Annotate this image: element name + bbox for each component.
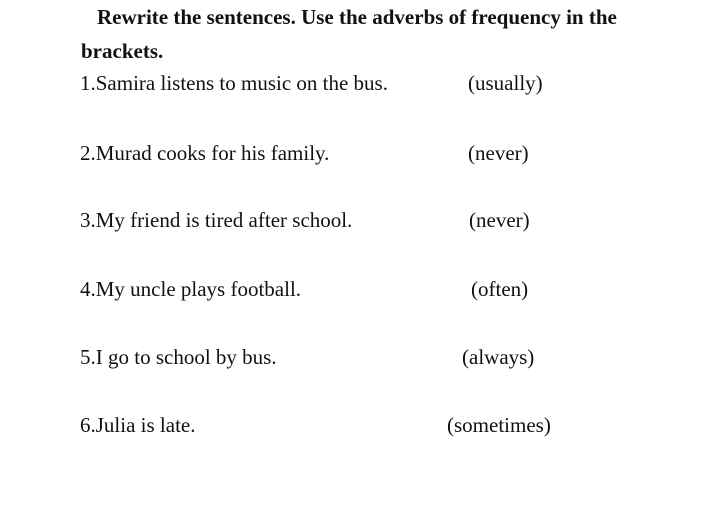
sentence-4: 4.My uncle plays football.	[80, 277, 302, 301]
adverb-4: (often)	[471, 277, 529, 301]
adverb-3: (never)	[469, 208, 530, 232]
adverb-2: (never)	[468, 141, 529, 165]
adverb-6: (sometimes)	[447, 413, 551, 437]
sentence-5: 5.I go to school by bus.	[80, 345, 277, 369]
adverb-1: (usually)	[468, 71, 543, 95]
exercise-instruction: Rewrite the sentences. Use the adverbs of frequency in the brackets.	[81, 5, 617, 63]
sentence-2: 2.Murad cooks for his family.	[80, 141, 330, 165]
sentence-6: 6.Julia is late.	[80, 413, 196, 437]
sentence-1: 1.Samira listens to music on the bus.	[80, 71, 388, 95]
sentence-3: 3.My friend is tired after school.	[80, 208, 353, 232]
adverb-5: (always)	[462, 345, 535, 369]
